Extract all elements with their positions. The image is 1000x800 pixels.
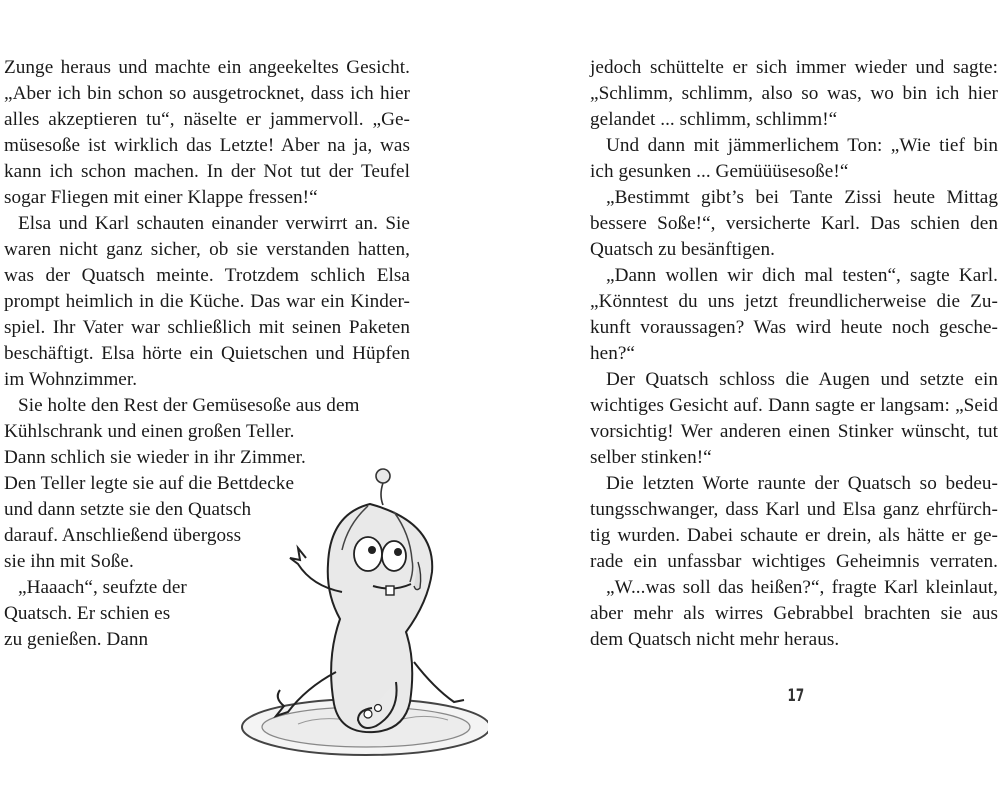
text-line: Zunge heraus und machte ein angeekeltes Gesicht. <box>4 57 410 78</box>
text-line: Die letzten Worte raunte der Quatsch so bedeu- <box>606 473 998 494</box>
text-line: jedoch schüttelte er sich immer wieder und sagte: <box>590 57 998 78</box>
text-line: alles akzeptieren tu“, näselte er jammervoll. „Ge- <box>4 109 410 130</box>
text-line: Elsa und Karl schauten einander verwirrt an. Sie <box>18 213 410 234</box>
text-line: rade ein unfassbar wichtiges Geheimnis verraten. <box>590 551 998 572</box>
text-line: Kühlschrank und einen großen Teller. <box>4 421 295 442</box>
text-line: „Bestimmt gibt’s bei Tante Zissi heute Mittag <box>606 187 998 208</box>
text-line: Den Teller legte sie auf die Bettdecke <box>4 473 295 494</box>
text-line: Und dann mit jämmerlichem Ton: „Wie tief bin <box>606 135 998 156</box>
text-line: müsesoße ist wirklich das Letzte! Aber na ja, was <box>4 135 410 156</box>
text-line: Sie holte den Rest der Gemüsesoße aus dem <box>18 395 360 416</box>
quatsch-creature-on-plate-icon <box>218 462 488 782</box>
text-line: Dann schlich sie wieder in ihr Zimmer. <box>4 447 306 468</box>
text-line: „Schlimm, schlimm, also so was, wo bin ich hier <box>590 83 998 104</box>
right-page <box>500 0 1000 800</box>
text-line: beschäftigt. Elsa hörte ein Quietschen und Hüpfen <box>4 343 410 364</box>
text-line: tig wurden. Dabei schaute er drein, als hätte er ge- <box>590 525 998 546</box>
text-line: spiel. Ihr Vater war schließlich mit seinen Paketen <box>4 317 410 338</box>
text-line: gelandet ... schlimm, schlimm!“ <box>590 109 838 130</box>
text-line: „Aber ich bin schon so ausgetrocknet, dass ich hier <box>4 83 410 104</box>
text-line: wichtiges Gesicht auf. Dann sagte er langsam: „Seid <box>590 395 998 416</box>
text-line: kann ich schon machen. In der Not tut der Teufel <box>4 161 410 182</box>
text-line: sie ihn mit Soße. <box>4 551 134 572</box>
text-line: bessere Soße!“, versicherte Karl. Das schien den <box>590 213 998 234</box>
text-line: selber stinken!“ <box>590 447 712 468</box>
text-line: „W...was soll das heißen?“, fragte Karl kleinlaut, <box>606 577 998 598</box>
text-line: aber mehr als wirres Gebrabbel brachten sie aus <box>590 603 998 624</box>
text-line: Quatsch. Er schien es <box>4 603 171 624</box>
text-line: was der Quatsch meinte. Trotzdem schlich Elsa <box>4 265 410 286</box>
text-line: vorsichtig! Wer anderen einen Stinker wünscht, tut <box>590 421 998 442</box>
text-line: prompt heimlich in die Küche. Das war ein Kinder- <box>4 291 410 312</box>
page-number: 17 <box>787 686 805 706</box>
text-line: waren nicht ganz sicher, ob sie verstanden hatten, <box>4 239 410 260</box>
text-line: zu genießen. Dann <box>4 629 149 650</box>
text-line: hen?“ <box>590 343 635 364</box>
text-line: im Wohnzimmer. <box>4 369 138 390</box>
text-line: Der Quatsch schloss die Augen und setzte ein <box>606 369 998 390</box>
text-line: Quatsch zu besänftigen. <box>590 239 775 260</box>
text-line: tungsschwanger, dass Karl und Elsa ganz ehrfürch- <box>590 499 998 520</box>
text-line: kunft voraussagen? Was wird heute noch gesche- <box>590 317 998 338</box>
text-line: „Haaach“, seufzte der <box>18 577 187 598</box>
text-line: „Dann wollen wir dich mal testen“, sagte Karl. <box>606 265 998 286</box>
text-line: „Könntest du uns jetzt freundlicherweise die Zu- <box>590 291 998 312</box>
text-line: und dann setzte sie den Quatsch <box>4 499 252 520</box>
text-line: ich gesunken ... Gemüüüsesoße!“ <box>590 161 849 182</box>
text-line: darauf. Anschließend übergoss <box>4 525 242 546</box>
text-line: sogar Fliegen mit einer Klappe fressen!“ <box>4 187 318 208</box>
text-line: dem Quatsch nicht mehr heraus. <box>590 629 840 650</box>
